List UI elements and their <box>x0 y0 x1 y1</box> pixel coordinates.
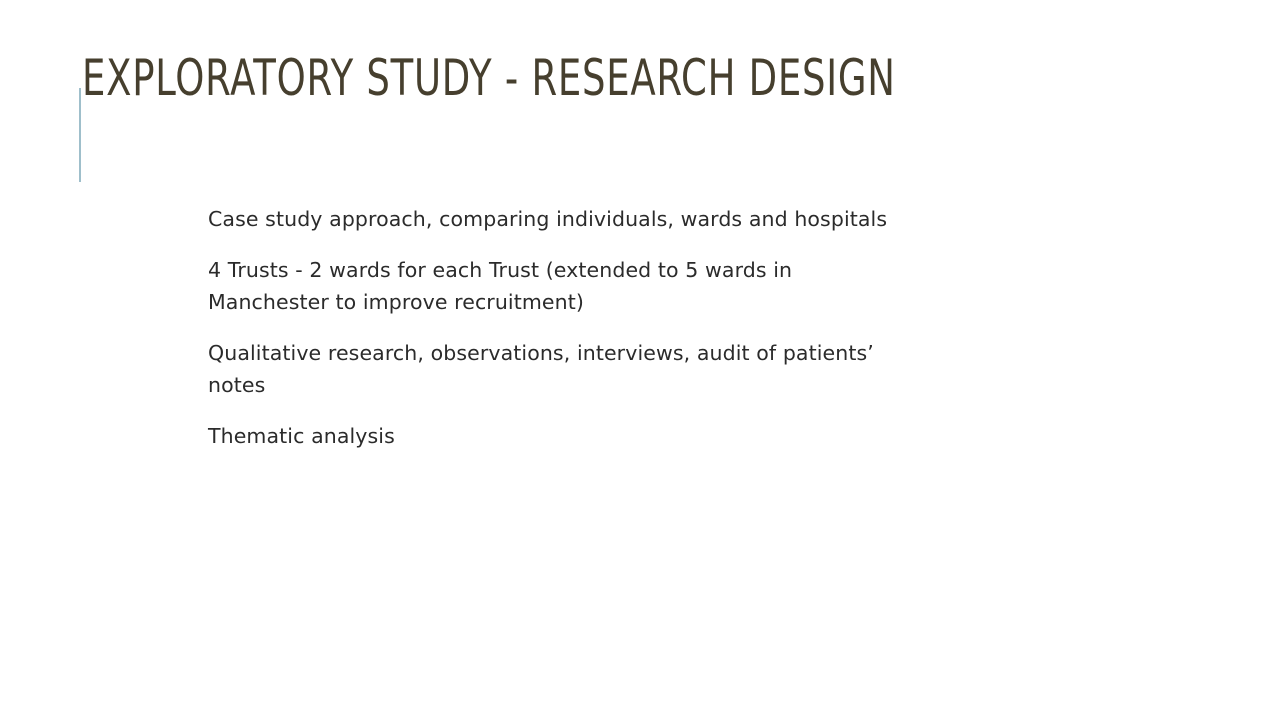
bullet-case-study: Case study approach, comparing individuals, wards and hospitals <box>208 207 888 231</box>
bullet-trusts-wards: 4 Trusts - 2 wards for each Trust (extended to 5 wards in Manchester to improve recruitment) <box>208 258 793 314</box>
bullet-qualitative-research: Qualitative research, observations, interviews, audit of patients’ notes <box>208 341 874 397</box>
content-bullet-list <box>208 203 898 471</box>
bullet-thematic-analysis: Thematic analysis <box>208 424 395 448</box>
slide-title: EXPLORATORY STUDY - RESEARCH DESIGN <box>82 49 896 107</box>
title-accent-line <box>79 88 81 182</box>
